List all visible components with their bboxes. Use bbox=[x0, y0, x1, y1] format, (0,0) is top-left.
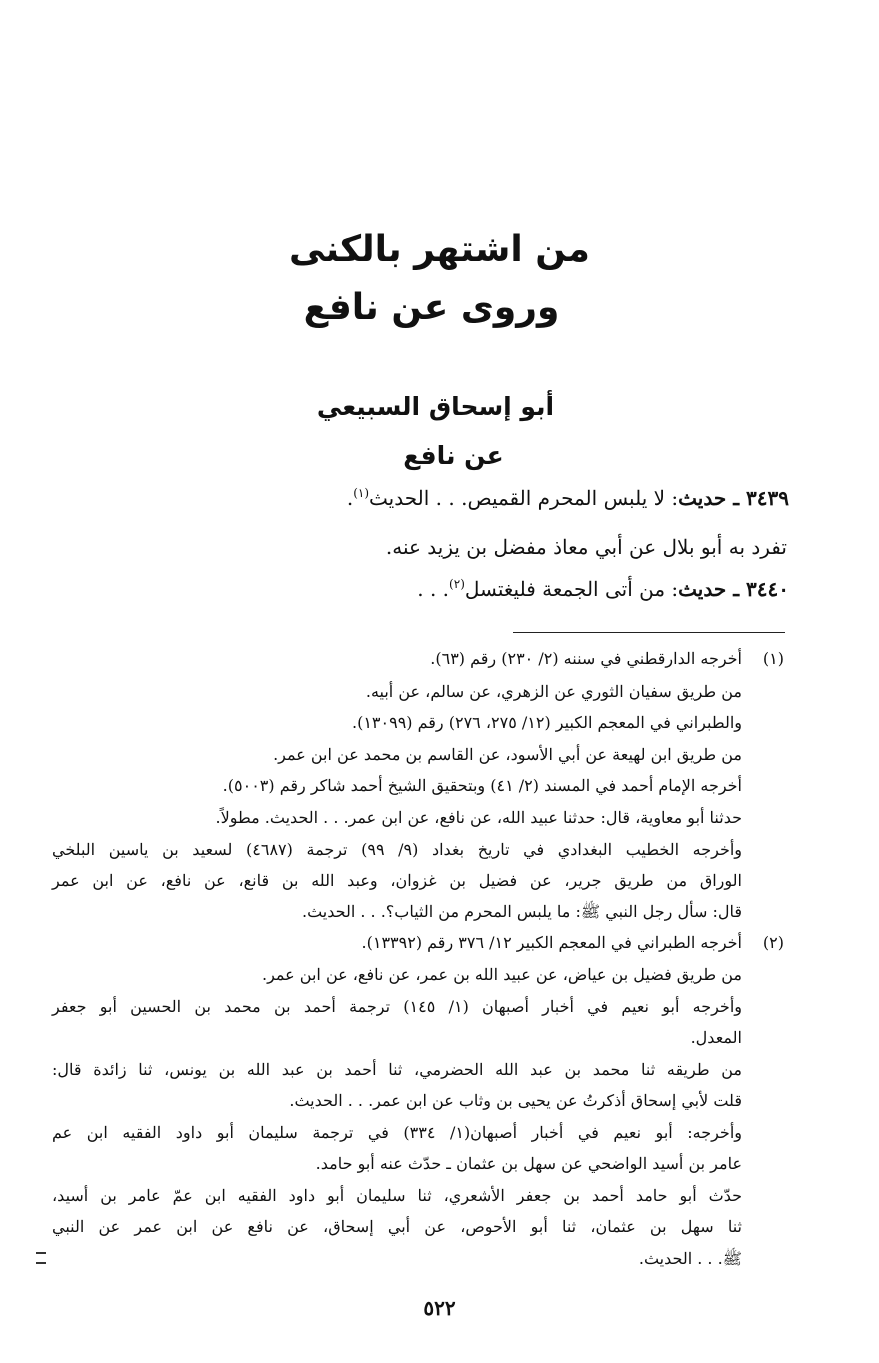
hadith-text: : لا يلبس المحرم القميص. . . الحديث bbox=[369, 486, 679, 510]
footnote-line: ثنا سهل بن عثمان، ثنا أبو الأحوص، عن أبي إسحاق، عن نافع عن ابن عمر عن النبي bbox=[52, 1217, 742, 1236]
footnote-line: من طريق فضيل بن عياض، عن عبيد الله بن عمر، عن نافع، عن ابن عمر. bbox=[261, 965, 742, 984]
footnote-line: حدّث أبو حامد أحمد بن جعفر الأشعري، ثنا سليمان أبو داود الفقيه ابن عمّ عامر بن أسيد، bbox=[52, 1186, 742, 1205]
chapter-title-line2: وروى عن نافع bbox=[303, 287, 560, 328]
hadith-dash: ـ bbox=[726, 577, 747, 601]
footnote-number: (١) bbox=[762, 649, 784, 668]
hadith-end: . . . bbox=[417, 577, 450, 601]
footnote-number: (٢) bbox=[762, 933, 784, 952]
footnote-line: وأخرجه أبو نعيم في أخبار أصبهان (١/ ١٤٥) ترجمة أحمد بن محمد بن الحسين أبو جعفر bbox=[52, 997, 742, 1016]
footnote-ref: (٢) bbox=[449, 577, 465, 591]
footnote-line: من طريق ابن لهيعة عن أبي الأسود، عن القاسم بن محمد عن ابن عمر. bbox=[273, 745, 742, 764]
hadith-end: . bbox=[346, 486, 354, 510]
hadith-number: ٣٤٣٩ bbox=[746, 486, 789, 510]
hadith-keyword: حديث bbox=[678, 486, 727, 510]
hadith-note: تفرد به أبو بلال عن أبي معاذ مفضل بن يزيد عنه. bbox=[385, 535, 787, 559]
footnote-line: الوراق من طريق جرير، عن فضيل بن غزوان، وعبد الله بن قانع، عن نافع، عن ابن عمر bbox=[52, 871, 742, 890]
footnote-line: من طريقه ثنا محمد بن عبد الله الحضرمي، ثنا أحمد بن عبد الله بن يونس، ثنا زائدة قال: bbox=[52, 1060, 742, 1079]
footnote-line: أخرجه الطبراني في المعجم الكبير ١٢/ ٣٧٦ رقم (١٣٣٩٢). bbox=[361, 933, 742, 952]
footnote-line: أخرجه الدارقطني في سننه (٢/ ٢٣٠) رقم (٦٣). bbox=[430, 649, 742, 668]
page-number: ٥٢٢ bbox=[423, 1296, 456, 1320]
footnote-line: وأخرجه: أبو نعيم في أخبار أصبهان(١/ ٣٣٤) في ترجمة سليمان أبو داود الفقيه ابن عم bbox=[52, 1123, 742, 1142]
narrator-subheading: عن نافع bbox=[403, 441, 504, 470]
footnote-line: والطبراني في المعجم الكبير (١٢/ ٢٧٥، ٢٧٦) رقم (١٣٠٩٩). bbox=[351, 713, 742, 732]
footnote-line: من طريق سفيان الثوري عن الزهري، عن سالم، عن أبيه. bbox=[365, 682, 742, 701]
footnote-separator bbox=[513, 632, 785, 633]
chapter-title-line1: من اشتهر بالكنى bbox=[289, 229, 590, 270]
hadith-number: ٣٤٤٠ bbox=[746, 577, 789, 601]
footnote-line: وأخرجه الخطيب البغدادي في تاريخ بغداد (٩/ ٩٩) ترجمة (٤٦٨٧) لسعيد بن ياسين البلخي bbox=[52, 840, 743, 859]
hadith-keyword: حديث bbox=[678, 577, 727, 601]
footnote-line: عامر بن أسيد الواضحي عن سهل بن عثمان ـ حدّث عنه أبو حامد. bbox=[315, 1154, 742, 1173]
hadith-dash: ـ bbox=[726, 486, 747, 510]
footnote-line: حدثنا أبو معاوية، قال: حدثنا عبيد الله، عن نافع، عن ابن عمر. . . الحديث. مطولاً. bbox=[215, 808, 742, 827]
footnote-line: قلت لأبي إسحاق أذكرتُ عن يحيى بن وثاب عن ابن عمر. . . الحديث. bbox=[289, 1091, 742, 1110]
footnote-line: المعدل. bbox=[690, 1028, 742, 1047]
hadith-text: : من أتى الجمعة فليغتسل bbox=[464, 577, 679, 601]
footnote-ref: (١) bbox=[353, 486, 370, 500]
margin-mark bbox=[36, 1252, 46, 1264]
footnote-line: ﷺ. . . الحديث. bbox=[638, 1249, 742, 1268]
footnote-line: أخرجه الإمام أحمد في المسند (٢/ ٤١) وبتحقيق الشيخ أحمد شاكر رقم (٥٠٠٣). bbox=[222, 776, 742, 795]
hadith-entry bbox=[109, 578, 789, 599]
narrator-heading: أبو إسحاق السبيعي bbox=[316, 392, 555, 421]
hadith-entry bbox=[109, 487, 789, 508]
footnote-line: قال: سأل رجل النبي ﷺ: ما يلبس المحرم من الثياب؟. . . الحديث. bbox=[301, 902, 742, 921]
